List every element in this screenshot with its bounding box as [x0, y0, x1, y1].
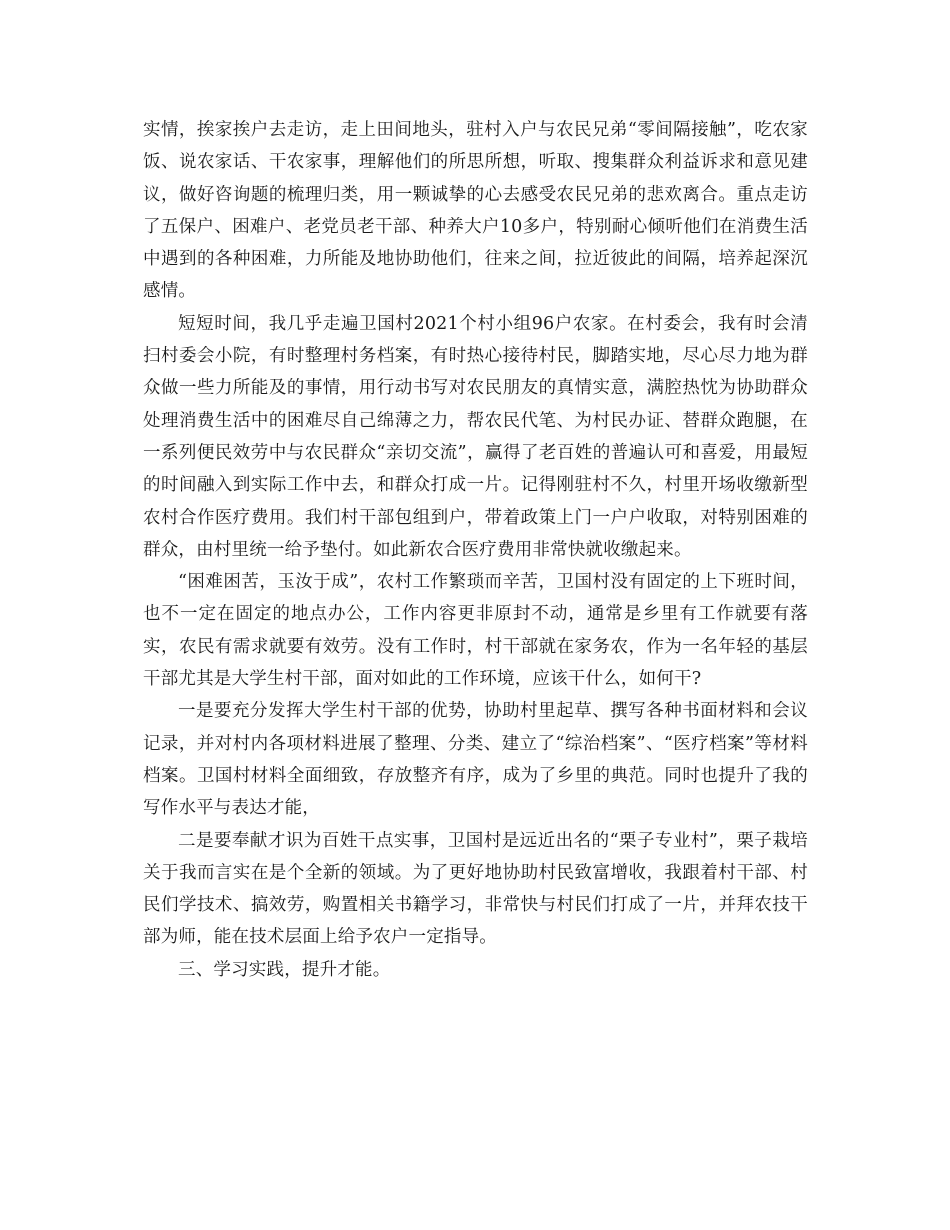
section-heading: 三、学习实践，提升才能。 — [178, 959, 391, 980]
document-body — [143, 114, 808, 986]
paragraph-4: 一是要充分发挥大学生村干部的优势，协助村里起草、撰写各种书面材料和会议记录，并对村内各项材料进展了整理、分类、建立了“综治档案”、“医疗档案”等材料档案。卫国村材料全面细致，存放整齐有序，成为了乡里的典范。同时也提升了我的写作水平与表达才能， — [143, 701, 808, 819]
paragraph-1: 实情，挨家挨户去走访，走上田间地头，驻村入户与农民兄弟“零间隔接触”，吃农家饭、说农家话、干农家事，理解他们的所思所想，听取、搜集群众利益诉求和意见建议，做好咨询题的梳理归类，用一颗诚挚的心去感受农民兄弟的悲欢离合。重点走访了五保户、困难户、老党员老干部、种养大户10多户，特别耐心倾听他们在消费生活中遇到的各种困难，力所能及地协助他们，往来之间，拉近彼此的间隔，培养起深沉感情。 — [143, 120, 808, 302]
paragraph-2: 短短时间，我几乎走遍卫国村2021个村小组96户农家。在村委会，我有时会清扫村委会小院，有时整理村务档案，有时热心接待村民，脚踏实地，尽心尽力地为群众做一些力所能及的事情，用行动书写对农民朋友的真情实意，满腔热忱为协助群众处理消费生活中的困难尽自己绵薄之力，帮农民代笔、为村民办证、替群众跑腿，在一系列便民效劳中与农民群众“亲切交流”，赢得了老百姓的普遍认可和喜爱，用最短的时间融入到实际工作中去，和群众打成一片。记得刚驻村不久，村里开场收缴新型农村合作医疗费用。我们村干部包组到户，带着政策上门一户户收取，对特别困难的群众，由村里统一给予垫付。如此新农合医疗费用非常快就收缴起来。 — [143, 313, 808, 560]
paragraph-5: 二是要奉献才识为百姓干点实事，卫国村是远近出名的“栗子专业村”，栗子栽培关于我而言实在是个全新的领域。为了更好地协助村民致富增收，我跟着村干部、村民们学技术、搞效劳，购置相关书籍学习，非常快与村民们打成了一片，并拜农技干部为师，能在技术层面上给予农户一定指导。 — [143, 830, 808, 948]
paragraph-3: “困难困苦，玉汝于成”，农村工作繁琐而辛苦，卫国村没有固定的上下班时间，也不一定在固定的地点办公，工作内容更非原封不动，通常是乡里有工作就要有落实，农民有需求就要有效劳。没有工作时，村干部就在家务农，作为一名年轻的基层干部尤其是大学生村干部，面对如此的工作环境，应该干什么，如何干? — [143, 572, 808, 690]
